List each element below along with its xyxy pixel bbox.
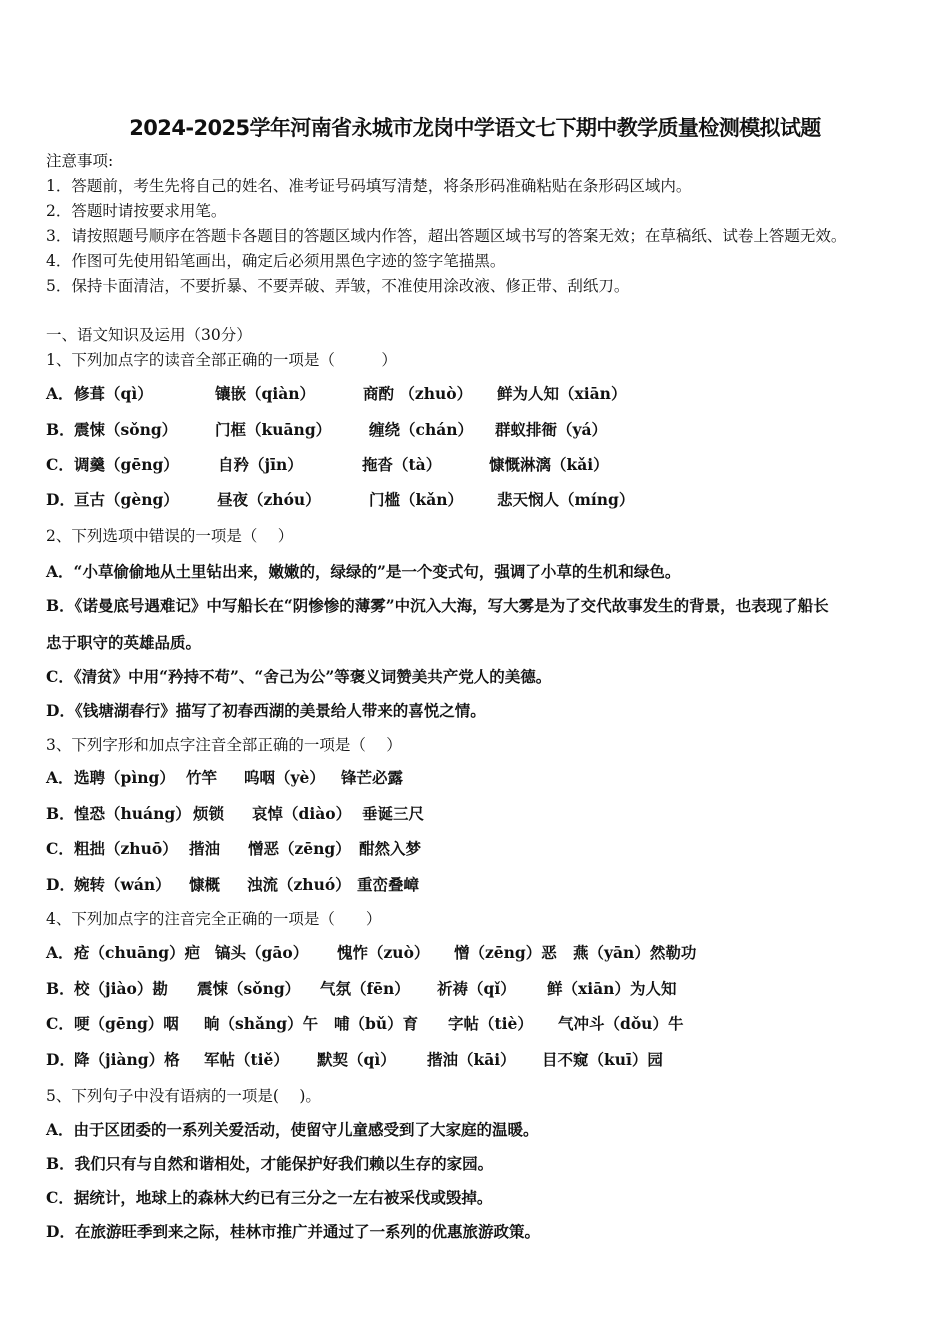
q1-option-a-item: 修葺（qì） xyxy=(74,384,153,403)
q1-option-a-item: 镶嵌（qiàn） xyxy=(215,384,316,403)
q1-option-c-label: C． xyxy=(46,455,74,474)
q4-option-d-item: 目不窥（kuī）园 xyxy=(542,1050,663,1069)
q4-option-b-item: 鲜（xiān）为人知 xyxy=(547,979,677,998)
q5-option-b: B．我们只有与自然和谐相处，才能保护好我们赖以生存的家园。 xyxy=(46,1154,494,1173)
q4-option-a-item: 疮（chuāng）疤 xyxy=(74,943,201,962)
q1-option-d-item: 门槛（kǎn） xyxy=(369,490,464,509)
q3-option-d-item: 重峦叠嶂 xyxy=(357,875,420,894)
q1-option-b-label: B． xyxy=(46,420,75,439)
q4-option-b-label: B． xyxy=(46,979,75,998)
question-5-stem: 5、下列句子中没有语病的一项是( )。 xyxy=(46,1087,321,1105)
notice-item: 3．请按照题号顺序在答题卡各题目的答题区域内作答，超出答题区域书写的答案无效；在草稿纸、试卷上答题无效。 xyxy=(46,227,847,245)
q3-option-b-item: 烦锁 xyxy=(193,804,225,823)
q1-option-c-item: 慷慨淋漓（kǎi） xyxy=(489,455,609,474)
q4-option-b-item: 气氛（fēn） xyxy=(320,979,410,998)
q3-option-c-item: 酣然入梦 xyxy=(359,839,422,858)
q2-option-b: B．《诺曼底号遇难记》中写船长在“阴惨惨的薄雾”中沉入大海，写大雾是为了交代故事发生的背景，也表现了船长 xyxy=(46,596,829,615)
q3-option-d-item: 浊流（zhuó） xyxy=(247,875,351,894)
q1-option-a-item: 商酌 （zhuò） xyxy=(363,384,473,403)
q1-option-d-item: 悲天悯人（míng） xyxy=(497,490,635,509)
q1-option-d-label: D． xyxy=(46,490,75,509)
q4-option-a-item: 镐头（gāo） xyxy=(215,943,309,962)
notice-item: 2．答题时请按要求用笔。 xyxy=(46,202,227,220)
q3-option-c-item: 揩油 xyxy=(189,839,221,858)
q3-option-a-item: 竹竿 xyxy=(186,768,218,787)
q1-option-b-item: 门框（kuāng） xyxy=(215,420,332,439)
q3-option-d-label: D． xyxy=(46,875,75,894)
q1-option-c-item: 拖沓（tà） xyxy=(362,455,442,474)
q4-option-c-item: 晌（shǎng）午 xyxy=(204,1014,319,1033)
q1-option-c-item: 自矜（jīn） xyxy=(218,455,303,474)
q2-option-c: C．《清贫》中用“矜持不苟”、“舍己为公”等褒义词赞美共产党人的美德。 xyxy=(46,667,552,686)
q1-option-a-item: 鲜为人知（xiān） xyxy=(497,384,627,403)
q4-option-d-item: 默契（qì） xyxy=(317,1050,396,1069)
page-title: 2024-2025学年河南省永城市龙岗中学语文七下期中教学质量检测模拟试题 xyxy=(129,116,821,140)
question-4-stem: 4、下列加点字的注音完全正确的一项是（ ） xyxy=(46,910,382,928)
q4-option-d-item: 降（jiàng）格 xyxy=(74,1050,180,1069)
q3-option-c-item: 粗拙（zhuō） xyxy=(74,839,178,858)
q2-option-a: A．“小草偷偷地从土里钻出来，嫩嫩的，绿绿的”是一个变式句，强调了小草的生机和绿色。 xyxy=(46,562,681,581)
q4-option-b-item: 校（jiào）勘 xyxy=(74,979,168,998)
notice-item: 1．答题前，考生先将自己的姓名、准考证号码填写清楚，将条形码准确粘贴在条形码区域内。 xyxy=(46,177,692,195)
q3-option-b-item: 垂诞三尺 xyxy=(362,804,425,823)
notice-heading: 注意事项: xyxy=(46,152,114,170)
q3-option-d-item: 慷概 xyxy=(189,875,221,894)
q1-option-d-item: 亘古（gèng） xyxy=(74,490,179,509)
q2-option-d: D．《钱塘湖春行》描写了初春西湖的美景给人带来的喜悦之情。 xyxy=(46,701,486,720)
q3-option-b-item: 哀悼（diào） xyxy=(252,804,352,823)
q4-option-c-item: 哺（bǔ）育 xyxy=(334,1014,419,1033)
notice-item: 5．保持卡面清洁，不要折暴、不要弄破、弄皱，不准使用涂改液、修正带、刮纸刀。 xyxy=(46,277,630,295)
q5-option-c: C．据统计，地球上的森林大约已有三分之一左右被采伐或毁掉。 xyxy=(46,1188,493,1207)
q1-option-d-item: 昼夜（zhóu） xyxy=(217,490,321,509)
q4-option-c-item: 字帖（tiè） xyxy=(448,1014,533,1033)
q3-option-a-item: 锋芒必露 xyxy=(341,768,404,787)
q4-option-a-item: 燕（yān）然勒功 xyxy=(573,943,697,962)
q2-option-b-continued: 忠于职守的英雄品质。 xyxy=(46,633,202,652)
q4-option-d-item: 军帖（tiě） xyxy=(204,1050,289,1069)
question-2-stem: 2、下列选项中错误的一项是（ ） xyxy=(46,527,294,545)
notice-item: 4．作图可先使用铅笔画出，确定后必须用黑色字迹的签字笔描黑。 xyxy=(46,252,506,270)
q4-option-c-item: 哽（gēng）咽 xyxy=(74,1014,179,1033)
q4-option-d-item: 揩油（kāi） xyxy=(427,1050,516,1069)
q4-option-a-item: 憎（zēng）恶 xyxy=(454,943,557,962)
q1-option-b-item: 震悚（sǒng） xyxy=(74,420,178,439)
question-1-stem: 1、下列加点字的读音全部正确的一项是（ ） xyxy=(46,351,397,369)
q4-option-a-label: A． xyxy=(46,943,74,962)
q3-option-d-item: 婉转（wán） xyxy=(74,875,171,894)
q5-option-d: D．在旅游旺季到来之际，桂林市推广并通过了一系列的优惠旅游政策。 xyxy=(46,1222,540,1241)
q3-option-c-label: C． xyxy=(46,839,74,858)
question-3-stem: 3、下列字形和加点字注音全部正确的一项是（ ） xyxy=(46,736,402,754)
q3-option-b-item: 惶恐（huáng） xyxy=(74,804,191,823)
q4-option-a-item: 愧怍（zuò） xyxy=(337,943,430,962)
q4-option-b-item: 祈祷（qǐ） xyxy=(437,979,516,998)
q3-option-c-item: 憎恶（zēng） xyxy=(248,839,351,858)
q4-option-c-label: C． xyxy=(46,1014,74,1033)
q4-option-b-item: 震悚（sǒng） xyxy=(197,979,301,998)
q1-option-b-item: 群蚁排衙（yá） xyxy=(495,420,608,439)
q3-option-a-item: 选聘（pìng） xyxy=(74,768,175,787)
q5-option-a: A．由于区团委的一系列关爱活动，使留守儿童感受到了大家庭的温暖。 xyxy=(46,1120,539,1139)
q4-option-d-label: D． xyxy=(46,1050,75,1069)
q4-option-c-item: 气冲斗（dǒu）牛 xyxy=(558,1014,684,1033)
q1-option-c-item: 调羹（gēng） xyxy=(74,455,179,474)
q3-option-b-label: B． xyxy=(46,804,75,823)
section-heading: 一、语文知识及运用（30分） xyxy=(46,326,252,344)
q3-option-a-label: A． xyxy=(46,768,74,787)
q1-option-a-label: A． xyxy=(46,384,74,403)
q3-option-a-item: 呜咽（yè） xyxy=(244,768,325,787)
q1-option-b-item: 缠绕（chán） xyxy=(369,420,474,439)
